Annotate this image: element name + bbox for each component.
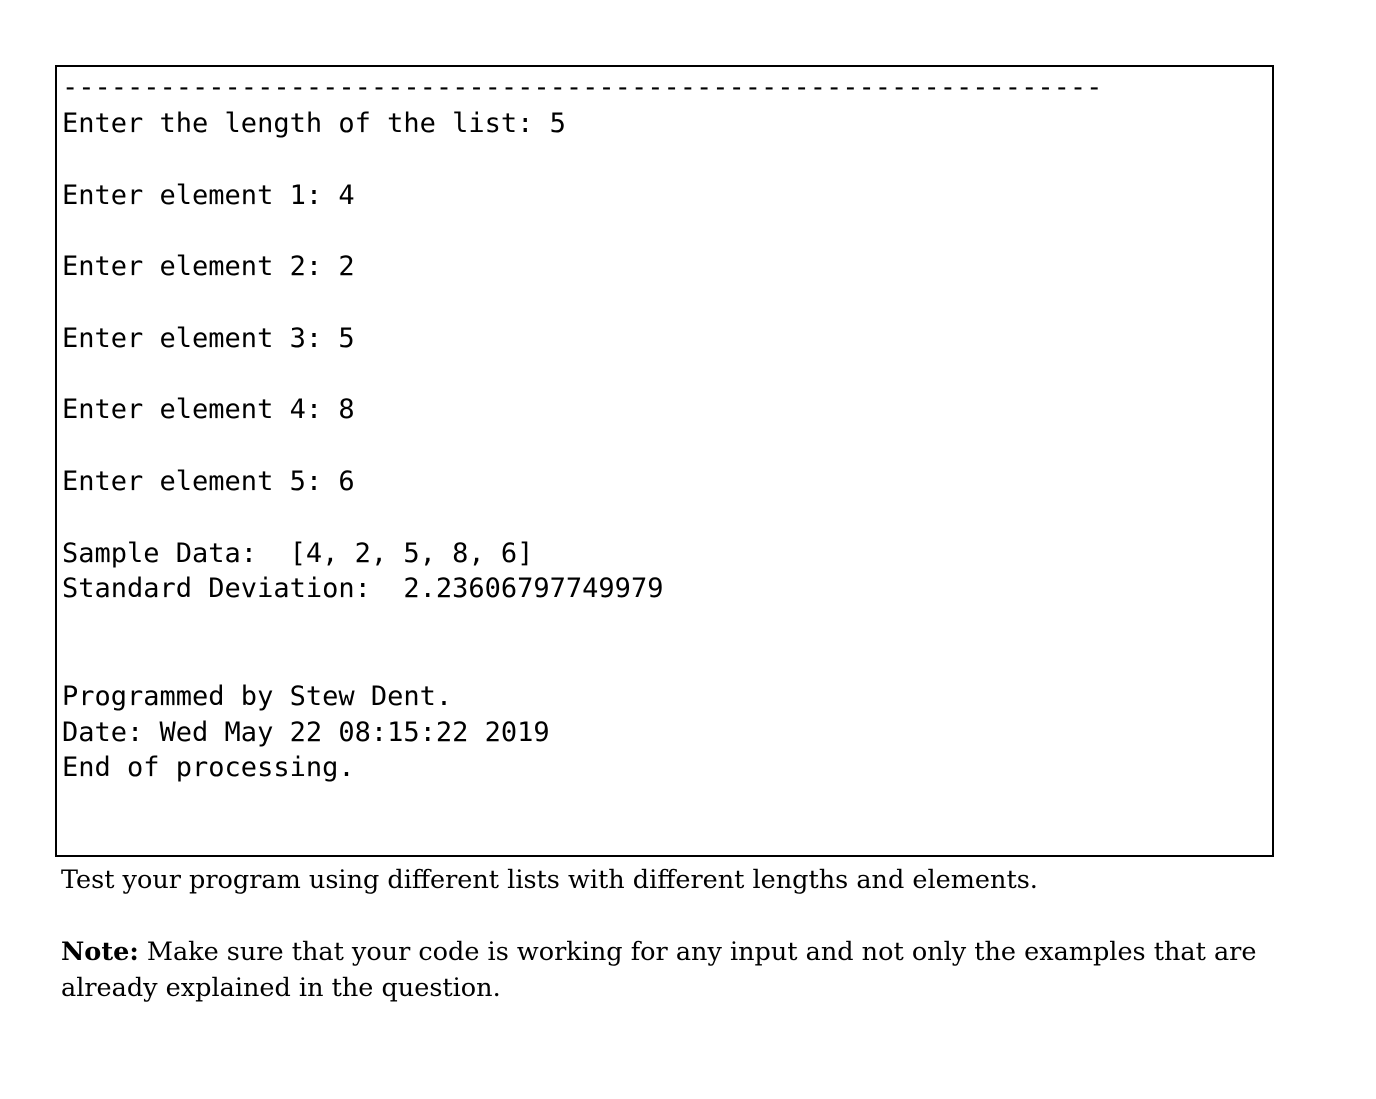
note-paragraph-line-1 xyxy=(61,934,1256,970)
console-line-element-3: Enter element 3: 5 xyxy=(62,323,355,354)
console-line-date: Date: Wed May 22 08:15:22 2019 xyxy=(62,717,550,748)
console-line-element-1: Enter element 1: 4 xyxy=(62,180,355,211)
console-output-box xyxy=(55,65,1274,857)
console-line-length-prompt: Enter the length of the list: 5 xyxy=(62,108,566,139)
console-line-end: End of processing. xyxy=(62,752,355,783)
console-line-programmer: Programmed by Stew Dent. xyxy=(62,681,453,712)
note-text-line-1: Make sure that your code is working for any input and not only the examples that are xyxy=(138,937,1257,967)
console-line-std-deviation: Standard Deviation: 2.23606797749979 xyxy=(62,573,664,604)
console-line-element-5: Enter element 5: 6 xyxy=(62,466,355,497)
note-text-line-2: already explained in the question. xyxy=(61,973,501,1003)
console-line-sample-data: Sample Data: [4, 2, 5, 8, 6] xyxy=(62,538,534,569)
note-label: Note: xyxy=(61,937,139,967)
console-separator: ---------------------------------------------------------------- xyxy=(62,72,1103,103)
test-instruction: Test your program using different lists with different lengths and elements. xyxy=(61,865,1038,895)
console-line-element-2: Enter element 2: 2 xyxy=(62,251,355,282)
console-line-element-4: Enter element 4: 8 xyxy=(62,394,355,425)
